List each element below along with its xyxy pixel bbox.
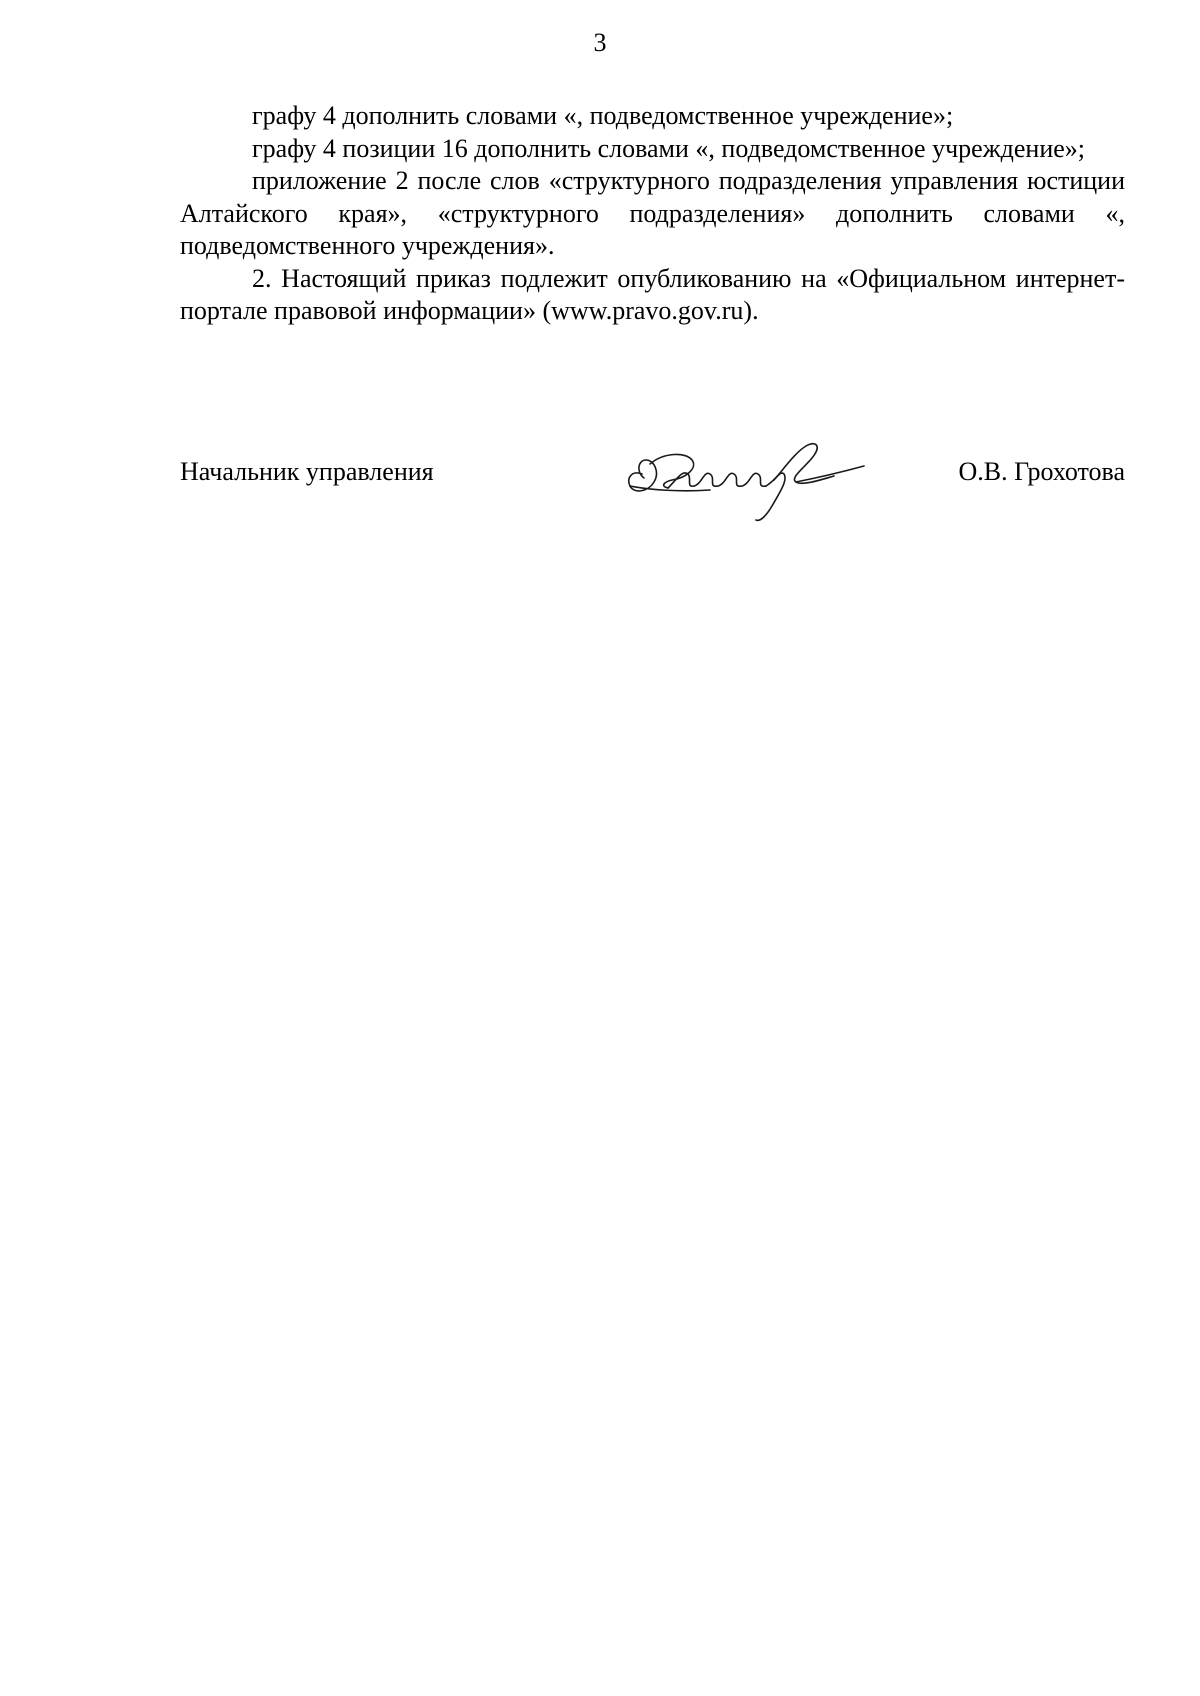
paragraph-column-4-addition: графу 4 дополнить словами «, подведомственное учреждение»; bbox=[252, 101, 954, 130]
signature-block bbox=[180, 440, 1125, 540]
page-number: 3 bbox=[593, 28, 607, 57]
paragraph-appendix-2-addition: приложение 2 после слов «структурного подразделения управления юстиции Алтайского края», «структурного подразделения» дополнить словами «, подведомственного учреждения». bbox=[180, 166, 1125, 260]
paragraph-publication-clause: 2. Настоящий приказ подлежит опубликованию на «Официальном интернет-портале правовой информации» (www.pravo.gov.ru). bbox=[180, 263, 1125, 325]
signatory-position: Начальник управления bbox=[180, 457, 434, 486]
handwritten-signature-icon bbox=[620, 430, 870, 530]
document-body bbox=[180, 100, 1125, 328]
signatory-name: О.В. Грохотова bbox=[958, 457, 1125, 486]
paragraph-column-4-position-16-addition: графу 4 позиции 16 дополнить словами «, подведомственное учреждение»; bbox=[252, 133, 1086, 163]
